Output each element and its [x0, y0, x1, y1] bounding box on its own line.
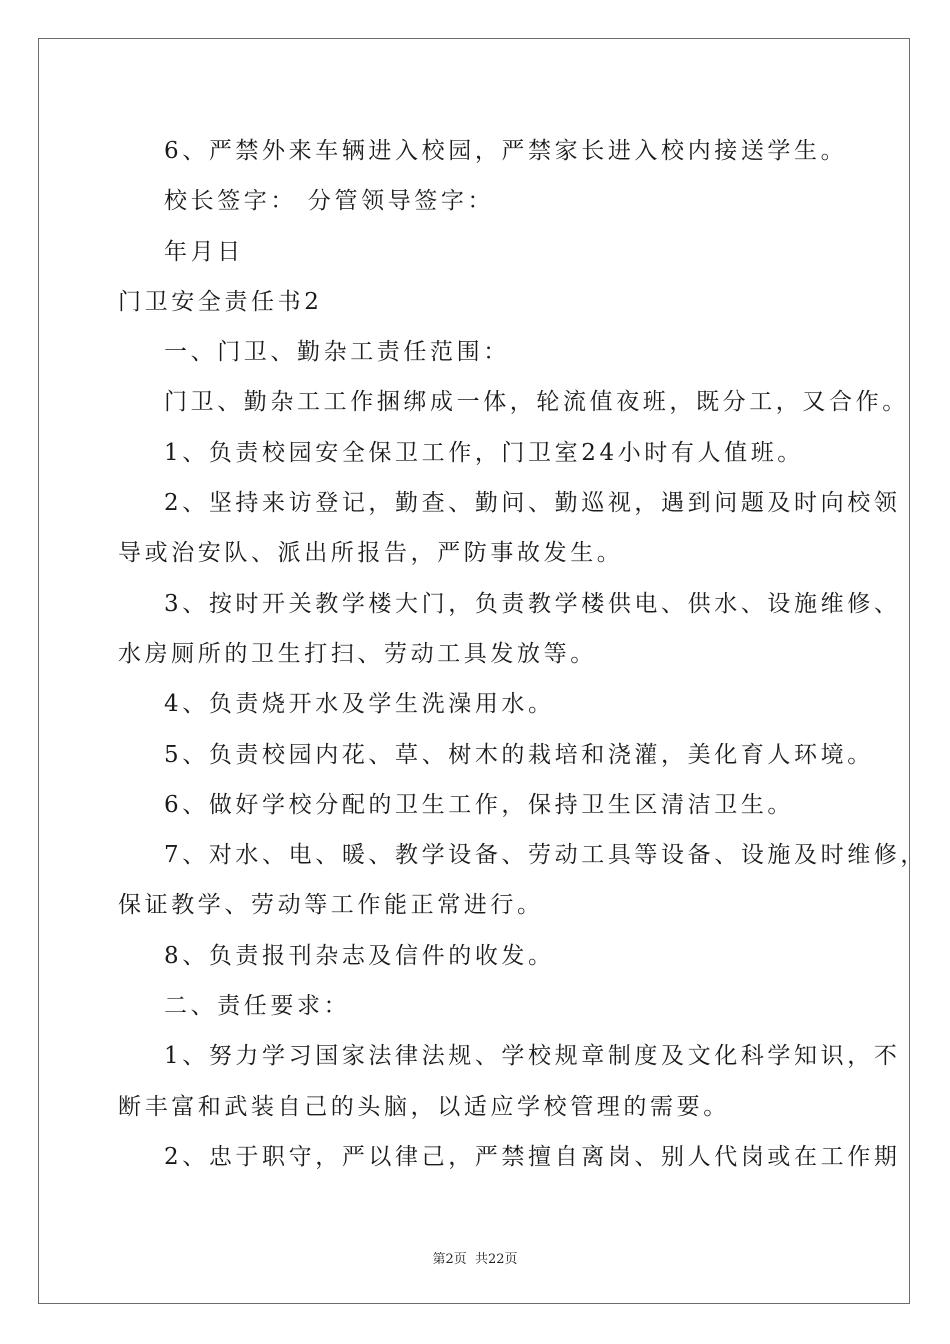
text-line: 校长签字： 分管领导签字：	[164, 188, 495, 215]
text-line: 水房厕所的卫生打扫、劳动工具发放等。	[118, 640, 597, 667]
text-line: 2、忠于职守，严以律己，严禁擅自离岗、别人代岗或在工作期	[164, 1143, 901, 1170]
page-number: 第2页	[432, 1252, 467, 1267]
text-line: 5、负责校园内花、草、树木的栽培和浇灌，美化育人环境。	[164, 741, 874, 768]
text-line: 一、门卫、勤杂工责任范围：	[164, 339, 510, 366]
text-line: 2、坚持来访登记，勤查、勤问、勤巡视，遇到问题及时向校领	[164, 490, 901, 517]
document-body	[118, 126, 928, 1182]
text-line: 门卫安全责任书2	[118, 288, 323, 315]
text-line: 6、做好学校分配的卫生工作，保持卫生区清洁卫生。	[164, 791, 795, 818]
text-line: 1、努力学习国家法律法规、学校规章制度及文化科学知识，不	[164, 1043, 901, 1070]
text-line: 二、责任要求：	[164, 993, 351, 1020]
text-line: 保证教学、劳动等工作能正常进行。	[118, 892, 544, 919]
text-line: 3、按时开关教学楼大门，负责教学楼供电、供水、设施维修、	[164, 590, 901, 617]
text-line: 门卫、勤杂工工作捆绑成一体，轮流值夜班，既分工，又合作。	[164, 389, 909, 416]
text-line: 4、负责烧开水及学生洗澡用水。	[164, 691, 555, 718]
text-line: 8、负责报刊杂志及信件的收发。	[164, 942, 555, 969]
text-line: 1、负责校园安全保卫工作，门卫室24小时有人值班。	[164, 439, 804, 466]
text-line: 7、对水、电、暖、教学设备、劳动工具等设备、设施及时维修，	[164, 842, 928, 869]
text-line: 导或治安队、派出所报告，严防事故发生。	[118, 540, 624, 567]
page-total: 共22页	[474, 1252, 518, 1267]
text-line: 断丰富和武装自己的头脑，以适应学校管理的需要。	[118, 1093, 730, 1120]
text-line: 6、严禁外来车辆进入校园，严禁家长进入校内接送学生。	[164, 138, 848, 164]
text-line: 年月日	[164, 238, 244, 265]
page-footer	[0, 1248, 950, 1267]
